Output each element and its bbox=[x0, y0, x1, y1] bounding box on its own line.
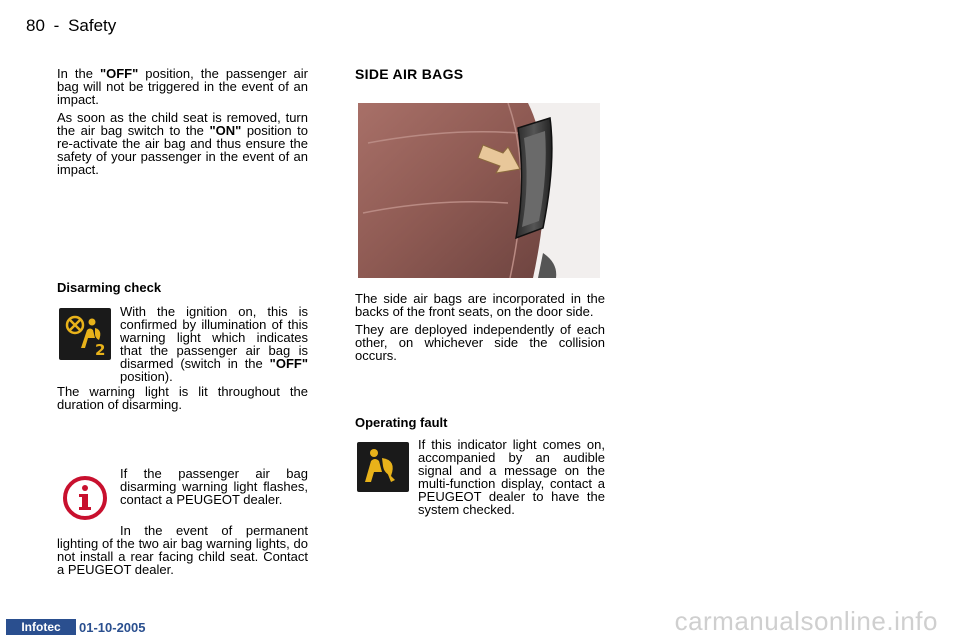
side-airbags-heading: SIDE AIR BAGS bbox=[355, 66, 464, 82]
disarming-heading: Disarming check bbox=[57, 280, 162, 295]
ignition-para: With the ignition on, this is confirmed by illumination of this warning light which indicates that the passenger air bag is disarmed (switch in the "OFF" position). bbox=[120, 304, 308, 384]
deployed-para: They are deployed independently of each other, on whichever side the collision occurs. bbox=[355, 322, 605, 363]
page-header bbox=[26, 16, 120, 36]
fault-text bbox=[418, 438, 605, 521]
lit-para: The warning light is lit throughout the duration of disarming. bbox=[57, 384, 308, 412]
ignition-text bbox=[120, 305, 308, 388]
permanent-para: In the event of permanent lighting of the two air bag warning lights, do not install a rear facing child seat. Contact a PEUGEOT dealer. bbox=[57, 523, 308, 577]
flash-text bbox=[120, 467, 308, 511]
footer-date: 01-10-2005 bbox=[79, 620, 146, 635]
lit-text bbox=[57, 385, 308, 416]
operating-fault-heading: Operating fault bbox=[355, 415, 448, 430]
header-separator: - bbox=[53, 16, 60, 35]
permanent-text bbox=[57, 524, 308, 581]
side-airbag-text bbox=[355, 292, 605, 367]
airbag-fault-icon bbox=[357, 442, 409, 492]
off-para: In the "OFF" position, the passenger air bag will not be triggered in the event of an impact. bbox=[57, 66, 308, 107]
infotec-logo: Infotec bbox=[6, 619, 76, 635]
fault-para: If this indicator light comes on, accompanied by an audible signal and a message on the multi-function display, contact a PEUGEOT dealer to have the system checked. bbox=[418, 437, 605, 517]
off-position-text bbox=[57, 67, 308, 181]
incorporated-para: The side air bags are incorporated in the backs of the front seats, on the door side. bbox=[355, 291, 605, 319]
svg-text:2: 2 bbox=[95, 341, 106, 359]
info-icon bbox=[59, 473, 111, 523]
watermark-text: carmanualsonline.info bbox=[674, 606, 938, 636]
flash-para: If the passenger air bag disarming warning light flashes, contact a PEUGEOT dealer. bbox=[120, 466, 308, 507]
section-title: Safety bbox=[68, 16, 117, 35]
on-para: As soon as the child seat is removed, turn the air bag switch to the "ON" position to re-activate the air bag and thus ensure the safety of your passenger in the event of an impact. bbox=[57, 110, 308, 177]
page-number: 80 bbox=[26, 16, 45, 35]
side-airbag-seat-photo bbox=[358, 103, 600, 278]
passenger-airbag-off-icon bbox=[59, 308, 111, 360]
